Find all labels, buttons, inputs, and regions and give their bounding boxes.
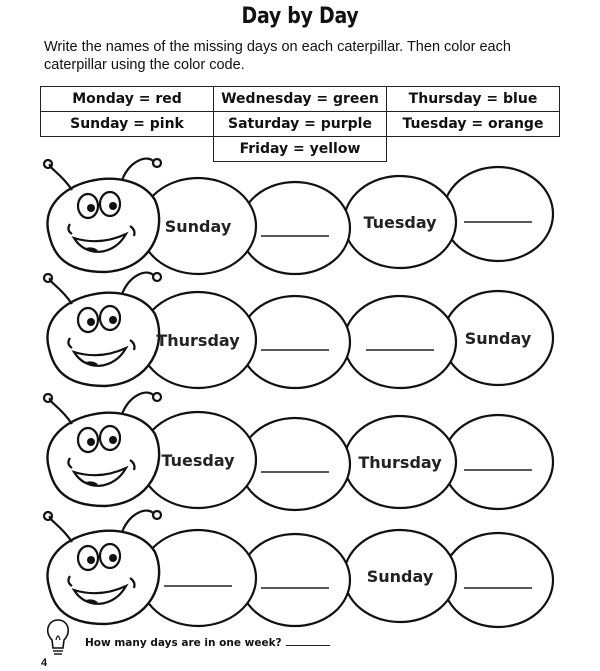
- day-label: Tuesday: [161, 451, 235, 470]
- page-title: Day by Day: [241, 4, 359, 29]
- antenna-tip: [44, 394, 52, 402]
- caterpillar: [44, 511, 553, 627]
- antenna: [122, 393, 154, 414]
- caterpillar-head: [47, 179, 159, 272]
- pupil: [109, 202, 117, 210]
- color-code-monday: Monday = red: [41, 87, 214, 112]
- day-label: Thursday: [358, 453, 442, 472]
- antenna: [50, 278, 72, 304]
- caterpillar-segment: [443, 167, 553, 261]
- antenna: [122, 273, 154, 294]
- answer-blank[interactable]: [286, 645, 330, 646]
- color-code-friday: Friday = yellow: [214, 137, 387, 162]
- antenna-tip: [153, 511, 161, 519]
- antenna: [122, 159, 154, 180]
- color-code-tuesday: Tuesday = orange: [387, 112, 560, 137]
- antenna: [50, 516, 72, 542]
- caterpillar-head: [47, 293, 159, 386]
- antenna-tip: [153, 159, 161, 167]
- page-number: 4: [41, 657, 48, 669]
- caterpillar-segment: [443, 533, 553, 627]
- pupil: [109, 436, 117, 444]
- antenna-tip: [44, 160, 52, 168]
- instructions: Write the names of the missing days on each caterpillar. Then color each caterpillar using the color code.: [44, 39, 511, 73]
- antenna-tip: [153, 393, 161, 401]
- day-label: Sunday: [366, 567, 434, 586]
- antenna-tip: [44, 512, 52, 520]
- caterpillar-segment: [344, 296, 456, 388]
- caterpillar-segment: [443, 415, 553, 509]
- day-label: Tuesday: [363, 213, 437, 232]
- pupil: [109, 316, 117, 324]
- color-code-saturday: Saturday = purple: [214, 112, 387, 137]
- antenna: [50, 164, 72, 190]
- caterpillar-head: [47, 531, 159, 624]
- day-label: Sunday: [464, 329, 532, 348]
- pupil: [87, 438, 95, 446]
- caterpillar: [44, 273, 553, 388]
- question-text: How many days are in one week?: [85, 637, 282, 649]
- pupil: [109, 554, 117, 562]
- color-code-sunday: Sunday = pink: [41, 112, 214, 137]
- antenna: [50, 398, 72, 424]
- caterpillar: [44, 393, 553, 510]
- antenna: [122, 511, 154, 532]
- day-label: Thursday: [156, 331, 240, 350]
- caterpillar-head: [47, 413, 159, 506]
- caterpillar: [44, 159, 553, 274]
- day-label: Sunday: [164, 217, 232, 236]
- antenna-tip: [153, 273, 161, 281]
- pupil: [87, 556, 95, 564]
- pupil: [87, 318, 95, 326]
- question-row: [85, 637, 330, 649]
- antenna-tip: [44, 274, 52, 282]
- pupil: [87, 204, 95, 212]
- lightbulb-icon: [48, 620, 69, 654]
- color-code-wednesday: Wednesday = green: [214, 87, 387, 112]
- color-code-thursday: Thursday = blue: [387, 87, 560, 112]
